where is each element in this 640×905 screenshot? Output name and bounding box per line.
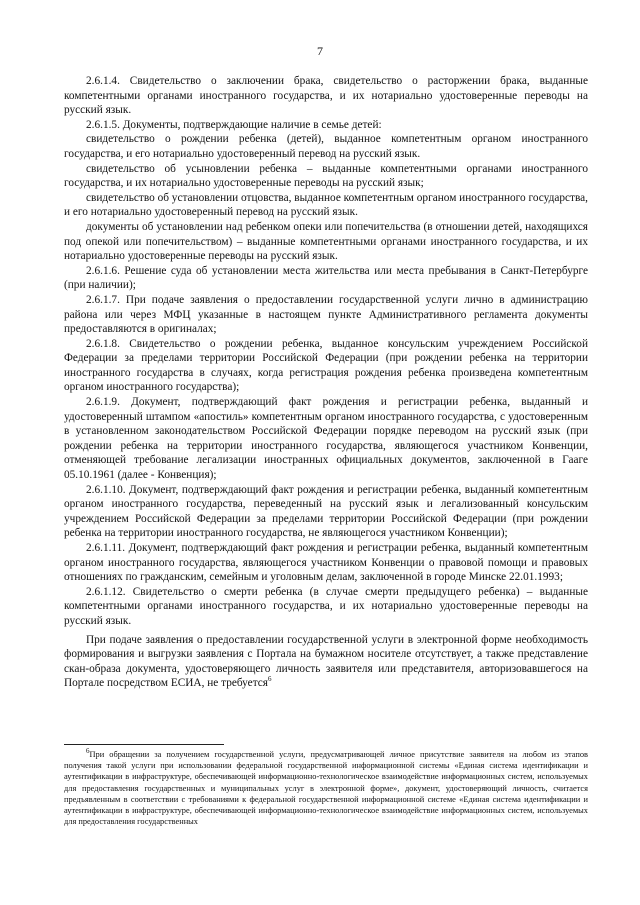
paragraph-2-6-1-6: 2.6.1.6. Решение суда об установлении места жительства или места пребывания в Санкт-Петербурге (при наличии); — [64, 264, 588, 292]
paragraph-2-6-1-11: 2.6.1.11. Документ, подтверждающий факт рождения и регистрации ребенка, выданный компетентным органом иностранного государства, являющегося участником Конвенции о правовой помощи и правовых отношениях по гражданским, семейным и уголовным делам, заключенной в городе Минске 22.01.1993; — [64, 542, 588, 584]
paragraph-birth-certificate: свидетельство о рождении ребенка (детей), выданное компетентным органом иностранного государства, и его нотариально удостоверенный перевод на русский язык. — [64, 133, 588, 160]
paragraph-paternity-certificate: свидетельство об установлении отцовства, выданное компетентным органом иностранного государства, и его нотариально удостоверенный перевод на русский язык. — [64, 191, 588, 219]
paragraph-adoption-certificate: свидетельство об усыновлении ребенка – выданные компетентными органами иностранного государства, и их нотариально удостоверенные переводы на русский язык; — [64, 162, 588, 190]
electronic-submission-text: При подаче заявления о предоставлении государственной услуги в электронной форме необходимость формирования и выгрузки заявления с Портала на бумажном носителе отсутствует, а также представление скан-образа документа, удостоверяющего личность заявителя или представителя, авторизовавшегося на Портале посредством ЕСИА, не требуется — [64, 633, 588, 690]
paragraph-electronic-submission — [64, 633, 588, 691]
paragraph-2-6-1-9: 2.6.1.9. Документ, подтверждающий факт рождения и регистрации ребенка, выданный и удостоверенный штампом «апостиль» компетентным органом иностранного государства, с удостоверенным в установленном законодательством Российской Федерации порядке переводом на русский язык (при рождении ребенка на территории иностранного государства, являющегося участником Конвенции, отменяющей требование легализации иностранных официальных документов, заключенной в Гааге 05.10.1961 (далее - Конвенция); — [64, 396, 588, 482]
body-text — [64, 74, 588, 691]
paragraph-2-6-1-4: 2.6.1.4. Свидетельство о заключении брака, свидетельство о расторжении брака, выданные компетентными органами иностранного государства, и их нотариально удостоверенные переводы на русский язык. — [64, 75, 588, 117]
paragraph-2-6-1-5: 2.6.1.5. Документы, подтверждающие наличие в семье детей: — [86, 118, 382, 131]
paragraph-2-6-1-10: 2.6.1.10. Документ, подтверждающий факт рождения и регистрации ребенка, выданный компетентным органом иностранного государства, переведенный на русский язык и легализованный консульским учреждением Российской Федерации за пределами территории Российской Федерации (при рождении ребенка на территории иностранного государства, не являющегося участником Конвенции); — [64, 483, 588, 540]
paragraph-2-6-1-8: 2.6.1.8. Свидетельство о рождении ребенка, выданное консульским учреждением Российской Федерации за пределами территории Российской Федерации (при рождении ребенка на территории иностранного государства в случаях, когда регистрация рождения ребенка произведена компетентным органом иностранного государства); — [64, 337, 588, 394]
footnote-text: При обращении за получением государственной услуги, предусматривающей личное присутствие заявителя на любом из этапов получения такой услуги при использовании федеральной государственной информационной системы «Единая система идентификации и аутентификации в инфраструктуре, обеспечивающей информационно-технологическое взаимодействие информационных систем, используемых для предоставления государственных и муниципальных услуг в электронной форме», документ, удостоверяющий личность, считается предъявленным в соответствии с требованиями к федеральной государственной информационной системе «Единая система идентификации и аутентификации в инфраструктуре, обеспечивающей информационно-технологическое взаимодействие информационных систем, используемых для предоставления государственных — [64, 750, 588, 827]
paragraph-2-6-1-7: 2.6.1.7. При подаче заявления о предоставлении государственной услуги лично в администрацию района или через МФЦ указанные в настоящем пункте Административного регламента документы предоставляются в оригиналах; — [64, 293, 588, 336]
paragraph-2-6-1-12: 2.6.1.12. Свидетельство о смерти ребенка (в случае смерти предыдущего ребенка) – выданные компетентными органами иностранного государства, и их нотариально удостоверенные переводы на русский язык. — [64, 585, 588, 627]
page-number: 7 — [317, 44, 323, 58]
paragraph-guardianship-documents: документы об установлении над ребенком опеки или попечительства (в отношении детей, находящихся под опекой или попечительством) – выданные компетентными органами иностранного государства, и их нотариально удостоверенные переводы на русский язык. — [64, 220, 588, 263]
footnote — [64, 749, 588, 827]
footnote-separator — [64, 744, 224, 745]
footnote-reference[interactable]: 6 — [267, 675, 272, 684]
footnote-marker: 6 — [86, 747, 90, 756]
footnote-6 — [64, 749, 588, 827]
